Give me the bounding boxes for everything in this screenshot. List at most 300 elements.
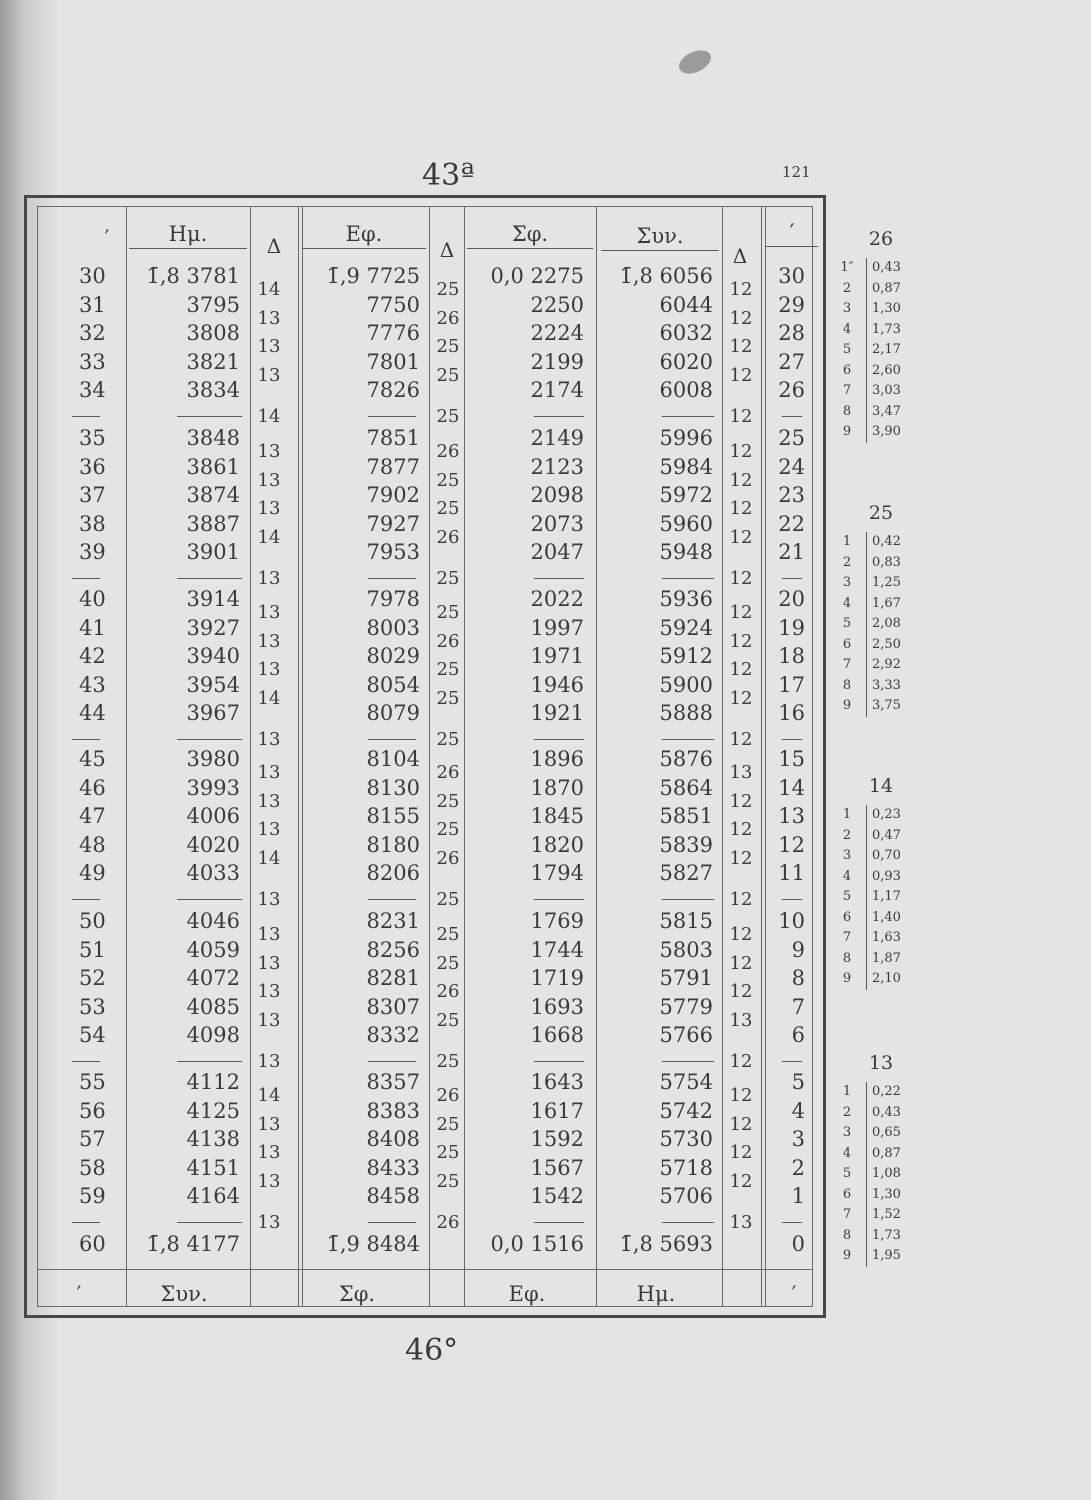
cell-hm: 4033 (186, 861, 240, 885)
delta-value: 25 (436, 1170, 460, 1192)
column-rule (298, 207, 303, 1306)
cell-ef: 7826 (366, 378, 420, 402)
group-separator (177, 899, 242, 900)
cell-mr: 11 (778, 861, 805, 885)
delta-value: 25 (436, 336, 460, 358)
cell-sf: 0,0 1516 (490, 1232, 584, 1256)
footer-col-1: Συν. (160, 1282, 208, 1306)
pp-row (838, 320, 958, 340)
group-separator (177, 1061, 242, 1062)
cell-mr: 4 (791, 1098, 805, 1123)
pp-digit: 9 (842, 698, 852, 713)
header-col-7: Δ (732, 244, 748, 268)
footer-col-4: Ημ. (636, 1282, 676, 1306)
cell-hm: 3795 (186, 292, 240, 317)
log-table (37, 206, 813, 1307)
group-separator (782, 578, 802, 579)
cell-m: 50 (79, 909, 106, 933)
pp-value: 3,47 (872, 403, 901, 419)
cell-m: 34 (79, 378, 106, 402)
cell-hm: 3821 (186, 349, 240, 374)
cell-sf: 2199 (530, 349, 584, 374)
cell-sf: 1643 (530, 1070, 584, 1094)
column-rule (722, 207, 723, 1306)
cell-sf: 1617 (530, 1098, 584, 1123)
cell-ef: 7877 (366, 454, 420, 479)
cell-ef: 8003 (366, 615, 420, 640)
pp-row (838, 676, 958, 696)
cell-m: 40 (79, 587, 106, 611)
cell-m: 44 (79, 701, 106, 725)
pp-digit: 4 (842, 321, 852, 337)
cell-ef: 8408 (366, 1127, 420, 1151)
delta-value: 26 (436, 441, 460, 463)
group-separator (72, 416, 100, 417)
cell-syn: 5706 (659, 1184, 713, 1208)
cell-hm: 4059 (186, 937, 240, 962)
column-rule (596, 207, 597, 1306)
cell-syn: 5815 (659, 909, 713, 933)
cell-sf: 1668 (530, 1023, 584, 1047)
delta-value: 25 (436, 729, 460, 750)
pp-value: 1,08 (872, 1166, 901, 1181)
cell-hm: 4072 (186, 966, 240, 990)
group-separator (72, 739, 100, 740)
cell-sf: 1870 (530, 775, 584, 800)
cell-mr: 0 (791, 1232, 805, 1256)
delta-value: 25 (436, 279, 460, 301)
cell-syn: 5791 (659, 966, 713, 990)
delta-value: 25 (436, 364, 460, 386)
delta-value: 26 (436, 981, 460, 1003)
delta-value: 13 (257, 602, 281, 624)
cell-ef: 8383 (366, 1098, 420, 1123)
pp-digit: 4 (842, 595, 852, 611)
group-separator (72, 1061, 100, 1062)
delta-value: 12 (729, 729, 753, 750)
header-col-6: Συν. (601, 224, 719, 251)
delta-value: 12 (729, 924, 753, 946)
pp-digit: 5 (842, 1166, 852, 1181)
delta-value: 26 (436, 1212, 460, 1233)
cell-m: 56 (79, 1098, 106, 1123)
pp-row (838, 949, 958, 969)
group-separator (368, 1222, 416, 1223)
cell-m: 42 (79, 644, 106, 668)
cell-syn: 6020 (659, 349, 713, 374)
cell-syn: 5803 (659, 937, 713, 962)
cell-sf: 2047 (530, 540, 584, 564)
pp-head: 14 (868, 775, 894, 797)
cell-hm: 3914 (186, 587, 240, 611)
pp-digit: 3 (842, 575, 852, 590)
cell-mr: 30 (778, 264, 805, 288)
cell-sf: 1845 (530, 804, 584, 828)
group-separator (534, 1222, 584, 1223)
delta-value: 14 (257, 279, 281, 301)
pp-row (838, 1185, 958, 1205)
delta-value: 12 (729, 819, 753, 841)
pp-digit: 5 (842, 889, 852, 904)
delta-value: 13 (257, 1009, 281, 1031)
cell-ef: 8206 (366, 861, 420, 885)
cell-ef: 8155 (366, 804, 420, 828)
pp-row (838, 614, 958, 634)
pp-row (838, 402, 958, 422)
delta-value: 13 (257, 981, 281, 1003)
delta-value: 13 (257, 1142, 281, 1164)
cell-syn: 5888 (659, 701, 713, 725)
pp-value: 2,17 (872, 342, 901, 357)
cell-sf: 1896 (530, 747, 584, 771)
cell-mr: 20 (778, 587, 805, 611)
cell-ef: 8281 (366, 966, 420, 990)
pp-row (838, 258, 958, 278)
delta-value: 12 (729, 1170, 753, 1192)
pp-digit: 4 (842, 1145, 852, 1161)
group-separator (782, 1061, 802, 1062)
pp-value: 0,65 (872, 1125, 901, 1140)
pp-value: 0,47 (872, 827, 901, 843)
pp-value: 0,83 (872, 554, 901, 570)
pp-block (838, 228, 958, 468)
header-col-8: ′ (766, 220, 818, 247)
delta-value: 12 (729, 1142, 753, 1164)
cell-mr: 27 (778, 349, 805, 374)
cell-syn: 5924 (659, 615, 713, 640)
delta-value: 12 (729, 441, 753, 463)
group-separator (368, 416, 416, 417)
group-separator (662, 578, 714, 579)
delta-value: 25 (436, 1142, 460, 1164)
pp-value: 1,63 (872, 930, 901, 945)
cell-ef: 8104 (366, 747, 420, 771)
group-separator (177, 416, 242, 417)
cell-hm: 3993 (186, 775, 240, 800)
delta-value: 13 (257, 1212, 281, 1233)
group-separator (534, 739, 584, 740)
delta-value: 13 (257, 307, 281, 329)
cell-hm: 4125 (186, 1098, 240, 1123)
pp-row (838, 655, 958, 675)
cell-ef: 8130 (366, 775, 420, 800)
pp-digit: 8 (842, 950, 852, 966)
cell-m: 30 (79, 264, 106, 288)
delta-value: 13 (257, 1113, 281, 1135)
pp-row (838, 573, 958, 593)
cell-hm: 4046 (186, 909, 240, 933)
pp-value: 1,17 (872, 889, 901, 904)
cell-sf: 2174 (530, 378, 584, 402)
cell-mr: 29 (778, 292, 805, 317)
pp-block (838, 775, 958, 1015)
cell-m: 41 (79, 615, 106, 640)
delta-value: 12 (729, 336, 753, 358)
delta-value: 12 (729, 981, 753, 1003)
footer-col-5: ′ (791, 1282, 797, 1306)
pp-row (838, 887, 958, 907)
delta-value: 26 (436, 307, 460, 329)
cell-syn: 5948 (659, 540, 713, 564)
group-separator (662, 739, 714, 740)
group-separator (72, 1222, 100, 1223)
pp-value: 1,73 (872, 1227, 901, 1243)
cell-hm: 3901 (186, 540, 240, 564)
cell-hm: 4151 (186, 1155, 240, 1180)
group-separator (662, 416, 714, 417)
delta-value: 25 (436, 889, 460, 910)
cell-hm: 4138 (186, 1127, 240, 1151)
delta-value: 12 (729, 790, 753, 812)
pp-digit: 7 (842, 383, 852, 398)
delta-value: 14 (257, 847, 281, 869)
cell-sf: 1693 (530, 994, 584, 1019)
pp-value: 1,73 (872, 321, 901, 337)
delta-value: 12 (729, 307, 753, 329)
delta-value: 25 (436, 1051, 460, 1072)
log-table-frame (24, 195, 826, 1318)
group-separator (177, 1222, 242, 1223)
cell-hm: 4020 (186, 832, 240, 857)
delta-value: 12 (729, 602, 753, 624)
footer-col-2: Σφ. (338, 1282, 376, 1306)
delta-value: 26 (436, 1085, 460, 1107)
cell-m: 38 (79, 511, 106, 536)
delta-value: 12 (729, 568, 753, 589)
header-col-2: Δ (266, 234, 282, 258)
pp-digit: 9 (842, 424, 852, 439)
group-separator (368, 739, 416, 740)
cell-mr: 18 (778, 644, 805, 668)
delta-value: 13 (257, 729, 281, 750)
pp-digit: 1 (842, 1084, 852, 1099)
cell-mr: 7 (791, 994, 805, 1019)
delta-value: 12 (729, 498, 753, 520)
delta-value: 13 (257, 889, 281, 910)
group-separator (662, 899, 714, 900)
cell-hm: 3874 (186, 483, 240, 507)
cell-hm: 3940 (186, 644, 240, 668)
cell-hm: 3861 (186, 454, 240, 479)
delta-value: 25 (436, 1113, 460, 1135)
cell-syn: 5851 (659, 804, 713, 828)
pp-value: 0,43 (872, 260, 901, 275)
pp-row (838, 969, 958, 989)
pp-value: 1,52 (872, 1207, 901, 1222)
delta-value: 12 (729, 1085, 753, 1107)
cell-m: 32 (79, 321, 106, 345)
delta-value: 25 (436, 602, 460, 624)
pp-row (838, 299, 958, 319)
cell-ef: 8458 (366, 1184, 420, 1208)
cell-m: 48 (79, 832, 106, 857)
group-separator (534, 416, 584, 417)
delta-value: 13 (257, 819, 281, 841)
header-col-3: Εφ. (302, 222, 426, 249)
pp-digit: 5 (842, 616, 852, 631)
cell-syn: 5779 (659, 994, 713, 1019)
cell-syn: 5936 (659, 587, 713, 611)
delta-value: 13 (257, 1051, 281, 1072)
pp-digit: 3 (842, 1125, 852, 1140)
header-col-1: Ημ. (129, 222, 247, 249)
cell-m: 35 (79, 426, 106, 450)
pp-value: 2,08 (872, 616, 901, 631)
cell-mr: 6 (791, 1023, 805, 1047)
cell-mr: 8 (791, 966, 805, 990)
cell-sf: 2224 (530, 321, 584, 345)
cell-hm: 4085 (186, 994, 240, 1019)
delta-value: 12 (729, 659, 753, 681)
cell-sf: 1946 (530, 672, 584, 697)
delta-value: 25 (436, 1009, 460, 1031)
pp-row (838, 908, 958, 928)
cell-syn: 5996 (659, 426, 713, 450)
pp-value: 2,60 (872, 362, 901, 378)
cell-syn: 5900 (659, 672, 713, 697)
cell-m: 43 (79, 672, 106, 697)
delta-value: 25 (436, 790, 460, 812)
group-separator (177, 578, 242, 579)
pp-row (838, 279, 958, 299)
cell-hm: 4164 (186, 1184, 240, 1208)
cell-syn: 5718 (659, 1155, 713, 1180)
pp-value: 1,67 (872, 595, 901, 611)
delta-value: 13 (257, 498, 281, 520)
cell-m: 45 (79, 747, 106, 771)
pp-row (838, 361, 958, 381)
delta-value: 14 (257, 406, 281, 427)
pp-digit: 6 (842, 909, 852, 925)
cell-ef: 7927 (366, 511, 420, 536)
cell-mr: 23 (778, 483, 805, 507)
cell-mr: 5 (791, 1070, 805, 1094)
cell-m: 58 (79, 1155, 106, 1180)
delta-value: 12 (729, 889, 753, 910)
pp-digit: 6 (842, 1186, 852, 1202)
column-rule (761, 207, 766, 1306)
pp-block (838, 1052, 958, 1292)
pp-value: 0,87 (872, 280, 901, 296)
pp-row (838, 867, 958, 887)
delta-value: 25 (436, 924, 460, 946)
group-separator (177, 739, 242, 740)
cell-ef: 1̄,9 8484 (326, 1232, 420, 1256)
cell-ef: 7978 (366, 587, 420, 611)
pp-row (838, 635, 958, 655)
pp-row (838, 1082, 958, 1102)
cell-syn: 5960 (659, 511, 713, 536)
cell-ef: 8357 (366, 1070, 420, 1094)
delta-value: 12 (729, 687, 753, 709)
footer-col-0: ′ (76, 1282, 82, 1306)
cell-sf: 1567 (530, 1155, 584, 1180)
delta-value: 14 (257, 1085, 281, 1107)
cell-mr: 15 (778, 747, 805, 771)
pp-value: 0,93 (872, 868, 901, 884)
pp-row (838, 928, 958, 948)
group-separator (72, 578, 100, 579)
cell-syn: 1̄,8 6056 (619, 264, 713, 288)
cell-mr: 22 (778, 511, 805, 536)
delta-value: 14 (257, 687, 281, 709)
cell-sf: 0,0 2275 (490, 264, 584, 288)
cell-mr: 2 (791, 1155, 805, 1180)
delta-value: 12 (729, 279, 753, 301)
cell-m: 37 (79, 483, 106, 507)
pp-row (838, 422, 958, 442)
cell-ef: 8054 (366, 672, 420, 697)
cell-m: 52 (79, 966, 106, 990)
cell-sf: 1592 (530, 1127, 584, 1151)
delta-value: 26 (436, 526, 460, 548)
cell-m: 55 (79, 1070, 106, 1094)
delta-value: 12 (729, 526, 753, 548)
cell-ef: 7953 (366, 540, 420, 564)
cell-mr: 14 (778, 775, 805, 800)
group-separator (662, 1222, 714, 1223)
delta-value: 13 (257, 924, 281, 946)
pp-digit: 8 (842, 1227, 852, 1243)
pp-row (838, 1103, 958, 1123)
cell-sf: 2022 (530, 587, 584, 611)
cell-mr: 21 (778, 540, 805, 564)
delta-value: 13 (729, 1009, 753, 1031)
pp-value: 0,42 (872, 534, 901, 549)
pp-row (838, 381, 958, 401)
cell-mr: 19 (778, 615, 805, 640)
cell-mr: 17 (778, 672, 805, 697)
cell-sf: 1794 (530, 861, 584, 885)
group-separator (782, 899, 802, 900)
cell-ef: 7776 (366, 321, 420, 345)
cell-syn: 5912 (659, 644, 713, 668)
group-separator (368, 899, 416, 900)
cell-mr: 3 (791, 1127, 805, 1151)
cell-m: 59 (79, 1184, 106, 1208)
pp-row (838, 594, 958, 614)
page-number: 121 (782, 163, 811, 181)
pp-digit: 7 (842, 930, 852, 945)
pp-row (838, 826, 958, 846)
cell-syn: 5839 (659, 832, 713, 857)
pp-digit: 1″ (840, 260, 854, 275)
cell-syn: 6044 (659, 292, 713, 317)
cell-hm: 3834 (186, 378, 240, 402)
cell-ef: 8332 (366, 1023, 420, 1047)
cell-syn: 5754 (659, 1070, 713, 1094)
pp-digit: 6 (842, 362, 852, 378)
cell-mr: 16 (778, 701, 805, 725)
pp-row (838, 1226, 958, 1246)
delta-value: 13 (257, 441, 281, 463)
cell-ef: 8231 (366, 909, 420, 933)
cell-syn: 5972 (659, 483, 713, 507)
cell-sf: 2073 (530, 511, 584, 536)
column-rule (429, 207, 430, 1306)
cell-sf: 1769 (530, 909, 584, 933)
cell-hm: 3967 (186, 701, 240, 725)
cell-m: 53 (79, 994, 106, 1019)
cell-m: 51 (79, 937, 106, 962)
pp-digit: 1 (842, 807, 852, 822)
delta-value: 13 (257, 336, 281, 358)
pp-digit: 4 (842, 868, 852, 884)
pp-value: 0,23 (872, 807, 901, 822)
pp-digit: 8 (842, 403, 852, 419)
cell-mr: 13 (778, 804, 805, 828)
group-separator (782, 739, 802, 740)
